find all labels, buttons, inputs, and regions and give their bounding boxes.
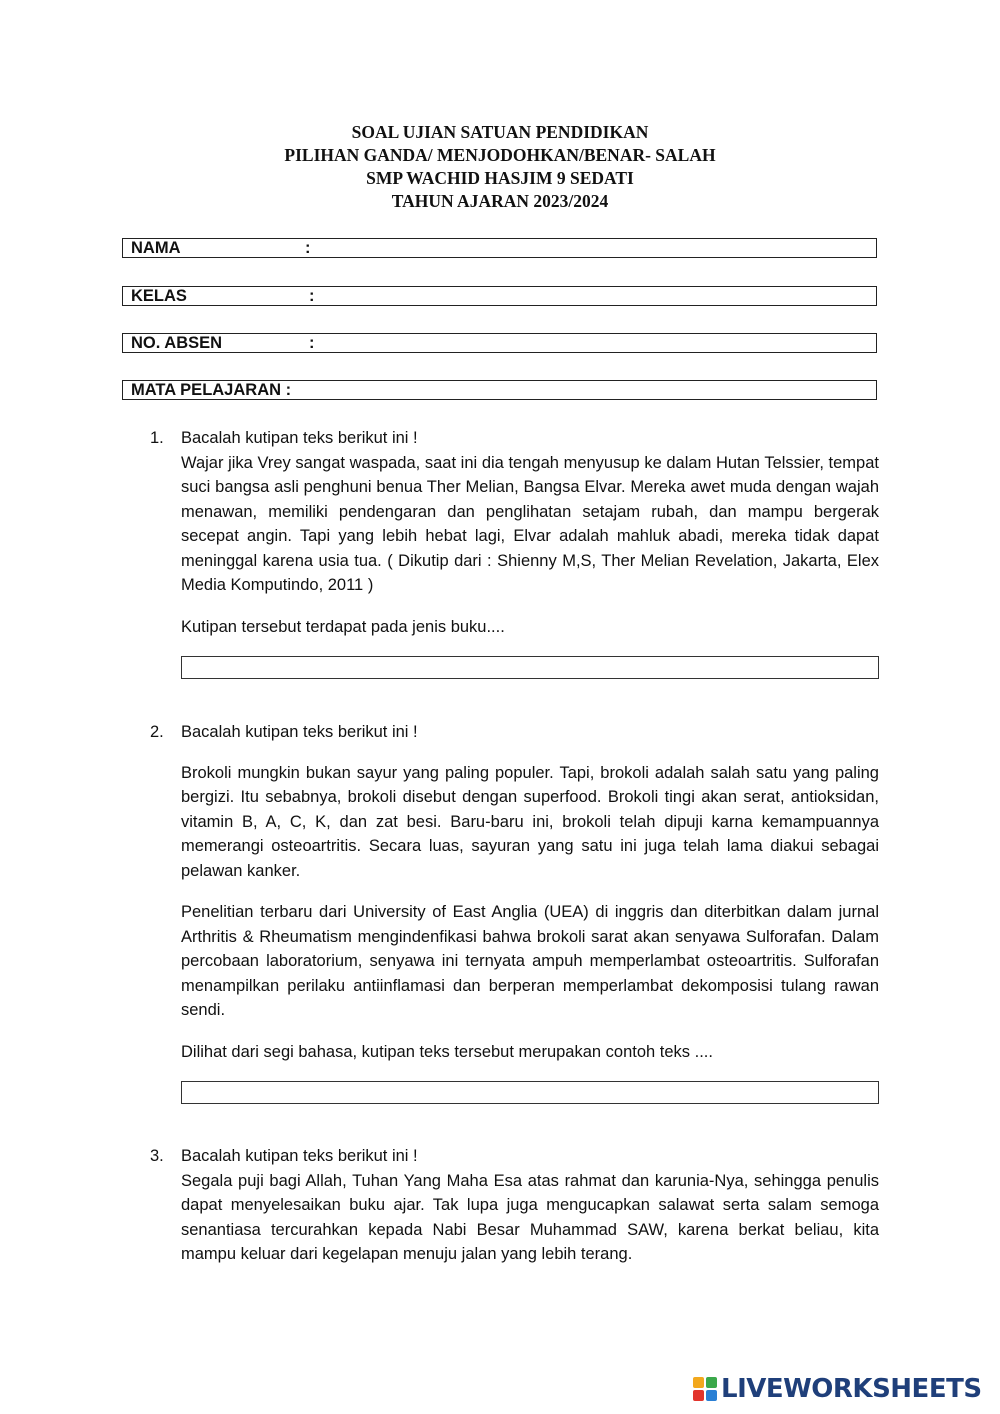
question-2-intro: Bacalah kutipan teks berikut ini ! [181, 723, 418, 741]
question-3-intro: Bacalah kutipan teks berikut ini ! [181, 1147, 418, 1165]
header-line-1: SOAL UJIAN SATUAN PENDIDIKAN [351, 122, 649, 142]
question-1-answer-box[interactable] [181, 656, 879, 679]
question-2-paragraph-1: Brokoli mungkin bukan sayur yang paling populer. Tapi, brokoli adalah salah satu yang paling bergizi. Itu sebabnya, brokoli disebut dengan superfood. Brokoli tingi akan serat, antioksidan, vitamin B, A, C, K, dan zat besi. Baru-baru ini, brokoli telah dipuji karna kemampuannya memerangi osteoartritis. Secara luas, sayuran yang satu ini juga telah lama diakui sebagai pelawan kanker. [181, 763, 879, 880]
question-1 [181, 426, 879, 639]
nama-label: NAMA [131, 239, 181, 257]
nama-colon: : [305, 239, 311, 257]
question-1-number: 1. [150, 429, 164, 447]
question-2-number: 2. [150, 723, 164, 741]
question-1-passage: Wajar jika Vrey sangat waspada, saat ini dia tengah menyusup ke dalam Hutan Telssier, tempat suci bangsa asli penghuni benua Ther Melian, Bangsa Elvar. Mereka awet muda dengan wajah menawan, memiliki pendengaran dan penglihatan setajam rubah, dan mampu bergerak secepat angin. Tapi yang lebih hebat lagi, Elvar adalah mahluk abadi, mereka tidak dapat meninggal karena usia tua. ( Dikutip dari : Shienny M,S, Ther Melian Revelation, Jakarta, Elex Media Komputindo, 2011 ) [181, 453, 879, 594]
question-2-answer-box[interactable] [181, 1081, 879, 1104]
question-2 [181, 720, 879, 1064]
header-line-3: SMP WACHID HASJIM 9 SEDATI [366, 168, 634, 188]
mata-pelajaran-label: MATA PELAJARAN : [131, 381, 292, 399]
liveworksheets-wordmark: LIVEWORKSHEETS [721, 1374, 982, 1404]
exam-header [0, 121, 1000, 213]
question-3-number: 3. [150, 1147, 164, 1165]
mata-pelajaran-field[interactable] [122, 380, 877, 400]
absen-colon: : [309, 334, 315, 352]
question-2-prompt: Dilihat dari segi bahasa, kutipan teks tersebut merupakan contoh teks .... [181, 1042, 713, 1061]
question-3 [181, 1144, 879, 1267]
absen-field[interactable] [122, 333, 877, 353]
kelas-label: KELAS [131, 287, 187, 305]
question-3-passage: Segala puji bagi Allah, Tuhan Yang Maha Esa atas rahmat dan karunia-Nya, sehingga penulis dapat menyelesaikan buku ajar. Tak lupa juga mengucapkan salawat serta salam semoga senantiasa tercurahkan kepada Nabi Besar Muhammad SAW, karena berkat beliau, kita mampu keluar dari kegelapan menuju jalan yang lebih terang. [181, 1171, 879, 1263]
nama-field[interactable] [122, 238, 877, 258]
liveworksheets-logo-icon [693, 1377, 717, 1401]
question-1-prompt: Kutipan tersebut terdapat pada jenis buku.... [181, 617, 505, 636]
kelas-field[interactable] [122, 286, 877, 306]
absen-label: NO. ABSEN [131, 334, 223, 352]
kelas-colon: : [309, 287, 315, 305]
question-2-paragraph-2: Penelitian terbaru dari University of East Anglia (UEA) di inggris dan diterbitkan dalam jurnal Arthritis & Rheumatism mengindenfikasi bahwa brokoli sarat akan senyawa Sulforafan. Dalam percobaan laboratorium, senyawa ini ternyata ampuh memperlambat osteoartritis. Sulforafan menampilkan perilaku antiinflamasi dan berperan memperlambat dekomposisi tulang rawan sendi. [181, 903, 879, 1019]
header-line-2: PILIHAN GANDA/ MENJODOHKAN/BENAR- SALAH [284, 145, 716, 165]
liveworksheets-logo[interactable] [693, 1374, 982, 1404]
question-1-intro: Bacalah kutipan teks berikut ini ! [181, 429, 418, 447]
header-line-4: TAHUN AJARAN 2023/2024 [391, 191, 609, 211]
